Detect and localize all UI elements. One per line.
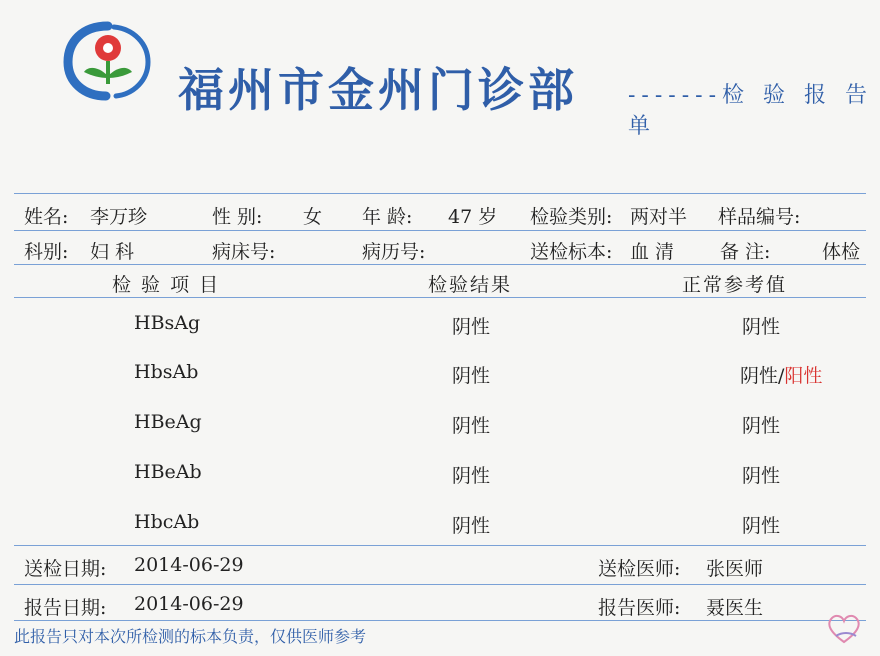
report-subtitle: -------检 验 报 告 单 bbox=[628, 83, 874, 139]
age-label: 年 龄: bbox=[362, 206, 413, 228]
specimen: 血 清 bbox=[630, 241, 675, 263]
reference-value-text: 阴性 bbox=[742, 515, 781, 537]
column-header-reference: 正常参考值 bbox=[682, 274, 788, 296]
reference-value bbox=[742, 511, 780, 538]
patient-name: 李万珍 bbox=[90, 206, 148, 228]
test-item-name: HbcAb bbox=[134, 511, 200, 533]
reference-value-positive: 阳性 bbox=[784, 365, 823, 387]
test-item-name: HBeAb bbox=[134, 461, 202, 483]
submit-date: 2014-06-29 bbox=[134, 554, 244, 576]
remark-label: 备 注: bbox=[720, 241, 771, 263]
reference-value bbox=[742, 461, 780, 488]
heart-watermark-icon bbox=[822, 608, 866, 648]
reference-value bbox=[742, 312, 780, 339]
test-result: 阴性 bbox=[452, 465, 491, 487]
table-rule bbox=[14, 297, 866, 298]
record-label: 病历号: bbox=[362, 241, 426, 263]
table-bottom-rule bbox=[14, 620, 866, 621]
remark: 体检 bbox=[822, 241, 861, 263]
submit-doctor: 张医师 bbox=[706, 558, 764, 580]
reference-value bbox=[742, 411, 780, 438]
column-header-result: 检验结果 bbox=[428, 274, 513, 296]
table-rule bbox=[14, 264, 866, 265]
column-header-item: 检 验 项 目 bbox=[112, 274, 221, 296]
test-item-name: HBeAg bbox=[134, 411, 202, 433]
dept: 妇 科 bbox=[90, 241, 135, 263]
submit-doctor-label: 送检医师: bbox=[598, 558, 681, 580]
table-rule bbox=[14, 230, 866, 231]
reference-value-text: 阴性 bbox=[742, 316, 781, 338]
table-top-rule bbox=[14, 193, 866, 194]
test-result: 阴性 bbox=[452, 316, 491, 338]
test-item-name: HBsAg bbox=[134, 312, 201, 334]
bed-label: 病床号: bbox=[212, 241, 276, 263]
report-doctor-label: 报告医师: bbox=[598, 597, 681, 619]
reference-value bbox=[740, 361, 822, 388]
patient-sex: 女 bbox=[303, 206, 323, 228]
table-rule bbox=[14, 545, 866, 546]
report-date: 2014-06-29 bbox=[134, 593, 244, 615]
test-item-name: HbsAb bbox=[134, 361, 199, 383]
report-doctor: 聂医生 bbox=[706, 597, 764, 619]
specimen-label: 送检标本: bbox=[530, 241, 613, 263]
table-rule bbox=[14, 584, 866, 585]
name-label: 姓名: bbox=[24, 206, 69, 228]
reference-value-text: 阴性/ bbox=[740, 365, 785, 387]
sample-no-label: 样品编号: bbox=[718, 206, 801, 228]
reference-value-text: 阴性 bbox=[742, 465, 781, 487]
report-date-label: 报告日期: bbox=[24, 597, 107, 619]
test-result: 阴性 bbox=[452, 415, 491, 437]
reference-value-text: 阴性 bbox=[742, 415, 781, 437]
disclaimer-note: 此报告只对本次所检测的标本负责，仅供医师参考 bbox=[14, 627, 367, 646]
patient-age: 47 岁 bbox=[448, 206, 498, 228]
test-type: 两对半 bbox=[630, 206, 688, 228]
dept-label: 科别: bbox=[24, 241, 69, 263]
clinic-logo-icon bbox=[62, 20, 154, 102]
sex-label: 性 别: bbox=[212, 206, 263, 228]
test-result: 阴性 bbox=[452, 365, 491, 387]
submit-date-label: 送检日期: bbox=[24, 558, 107, 580]
test-result: 阴性 bbox=[452, 515, 491, 537]
clinic-title: 福州市金州门诊部 bbox=[178, 63, 578, 117]
test-type-label: 检验类别: bbox=[530, 206, 613, 228]
